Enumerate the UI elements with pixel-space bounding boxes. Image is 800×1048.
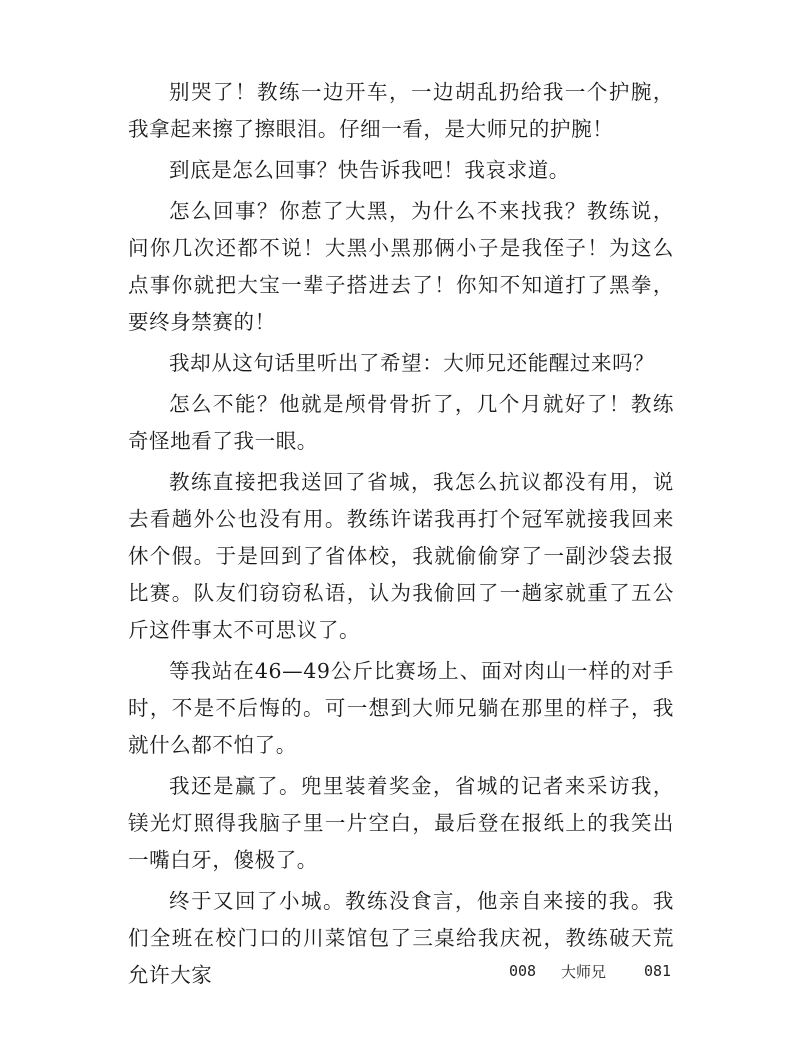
paragraph: 怎么回事？你惹了大黑，为什么不来找我？教练说，问你几次还都不说！大黑小黑那俩小子是我侄子！为这么点事你就把大宝一辈子搭进去了！你知不知道打了黑拳，要终身禁赛的！ xyxy=(128,199,674,334)
paragraph: 教练直接把我送回了省城，我怎么抗议都没有用，说去看趟外公也没有用。教练许诺我再打个冠军就接我回来休个假。于是回到了省体校，我就偷偷穿了一副沙袋去报比赛。队友们窃窃私语，认为我偷回了一趟家就重了五公斤这件事太不可思议了。 xyxy=(128,470,674,642)
page-number: 081 xyxy=(644,962,672,980)
paragraph: 等我站在46—49公斤比赛场上、面对肉山一样的对手时，不是不后悔的。可一想到大师兄躺在那里的样子，我就什么都不怕了。 xyxy=(128,659,674,757)
paragraph: 到底是怎么回事？快告诉我吧！我哀求道。 xyxy=(169,158,570,182)
paragraph: 别哭了！教练一边开车，一边胡乱扔给我一个护腕，我拿起来擦了擦眼泪。仔细一看，是大师兄的护腕！ xyxy=(128,80,674,141)
page-footer xyxy=(0,958,800,988)
paragraph: 终于又回了小城。教练没食言，他亲自来接的我。我们全班在校门口的川菜馆包了三桌给我庆祝，教练破天荒允许大家 xyxy=(128,889,674,987)
paragraph: 我却从这句话里听出了希望：大师兄还能醒过来吗？ xyxy=(169,351,655,375)
chapter-title: 大师兄 xyxy=(561,963,607,981)
chapter-number: 008 xyxy=(509,962,537,980)
paragraph: 我还是赢了。兜里装着奖金，省城的记者来采访我，镁光灯照得我脑子里一片空白，最后登在报纸上的我笑出一嘴白牙，傻极了。 xyxy=(128,774,674,872)
paragraph: 怎么不能？他就是颅骨骨折了，几个月就好了！教练奇怪地看了我一眼。 xyxy=(128,392,674,453)
body-text xyxy=(128,74,674,998)
